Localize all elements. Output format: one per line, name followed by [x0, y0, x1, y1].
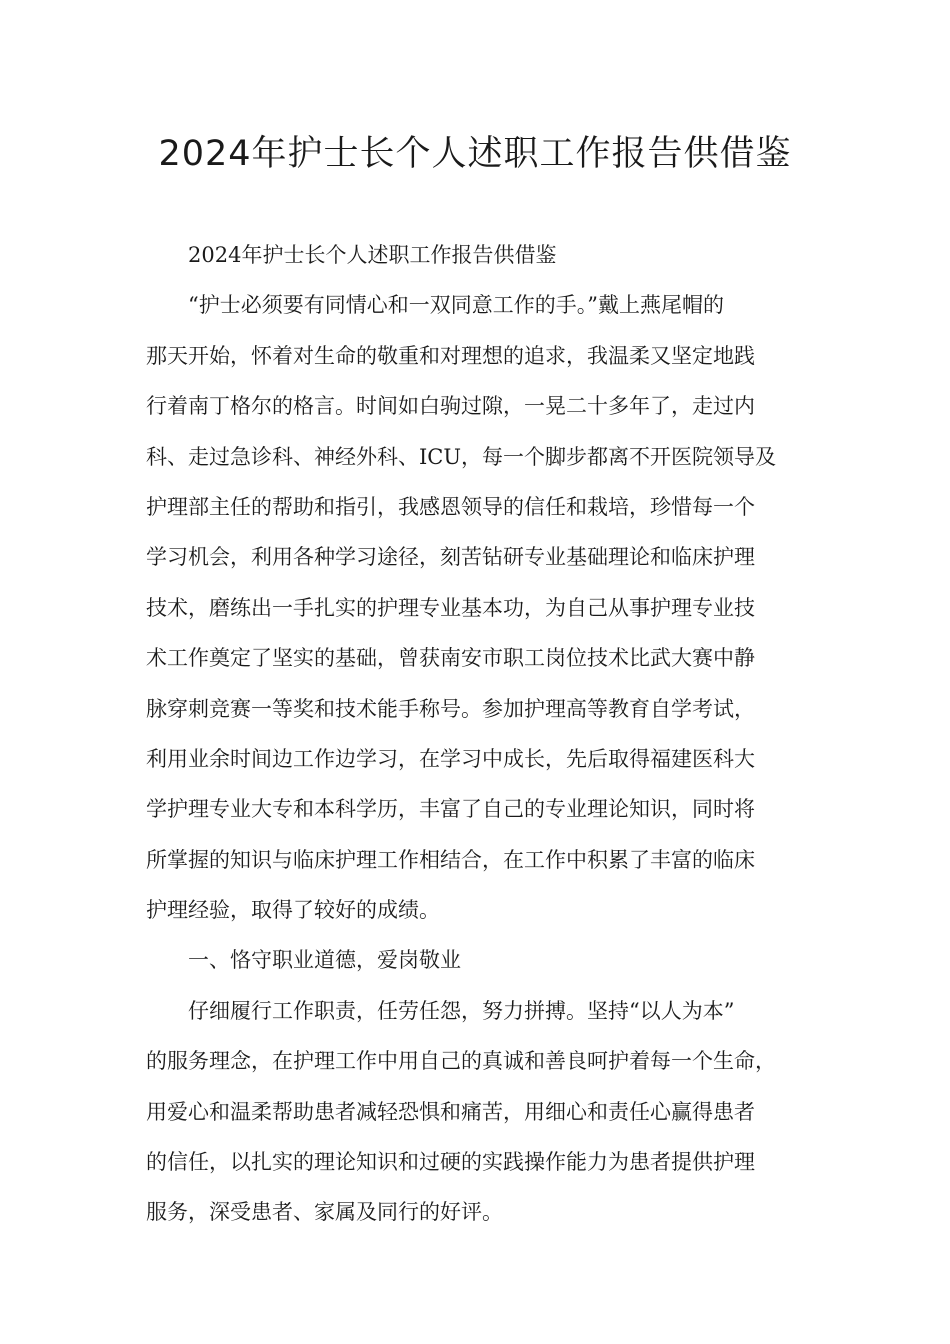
text-line: “护士必须要有同情心和一双同意工作的手。”戴上燕尾帽的 [188, 293, 724, 318]
text-line: 所掌握的知识与临床护理工作相结合，在工作中积累了丰富的临床 [146, 847, 755, 872]
text-line: 技术，磨练出一手扎实的护理专业基本功，为自己从事护理专业技 [146, 595, 755, 620]
text-line: 护理部主任的帮助和指引，我感恩领导的信任和栽培，珍惜每一个 [146, 494, 755, 519]
text-line: 的服务理念，在护理工作中用自己的真诚和善良呵护着每一个生命， [146, 1049, 776, 1074]
text-line: 2024年护士长个人述职工作报告供借鉴 [188, 243, 557, 267]
text-line: 仔细履行工作职责，任劳任怨，努力拼搏。坚持“以人为本” [188, 998, 735, 1023]
text-line: 护理经验，取得了较好的成绩。 [146, 898, 440, 923]
text-line: 用爱心和温柔帮助患者减轻恐惧和痛苦，用细心和责任心赢得患者 [146, 1099, 755, 1124]
document-title: 2024年护士长个人述职工作报告供借鉴 [158, 134, 792, 174]
text-line: 术工作奠定了坚实的基础，曾获南安市职工岗位技术比武大赛中静 [146, 646, 755, 671]
text-line: 学习机会，利用各种学习途径，刻苦钻研专业基础理论和临床护理 [146, 545, 755, 570]
text-line: 利用业余时间边工作边学习，在学习中成长，先后取得福建医科大 [146, 746, 755, 771]
text-line: 行着南丁格尔的格言。时间如白驹过隙，一晃二十多年了，走过内 [146, 394, 755, 419]
text-line: 学护理专业大专和本科学历，丰富了自己的专业理论知识，同时将 [146, 797, 755, 822]
text-line: 服务，深受患者、家属及同行的好评。 [146, 1200, 503, 1225]
text-line: 那天开始，怀着对生命的敬重和对理想的追求，我温柔又坚定地践 [146, 343, 755, 368]
document-body [146, 230, 806, 1238]
text-line: 一、恪守职业道德，爱岗敬业 [188, 948, 461, 973]
text-line: 科、走过急诊科、神经外科、ICU，每一个脚步都离不开医院领导及 [146, 444, 777, 469]
text-line: 的信任，以扎实的理论知识和过硬的实践操作能力为患者提供护理 [146, 1150, 755, 1175]
text-line: 脉穿刺竞赛一等奖和技术能手称号。参加护理高等教育自学考试， [146, 696, 755, 721]
